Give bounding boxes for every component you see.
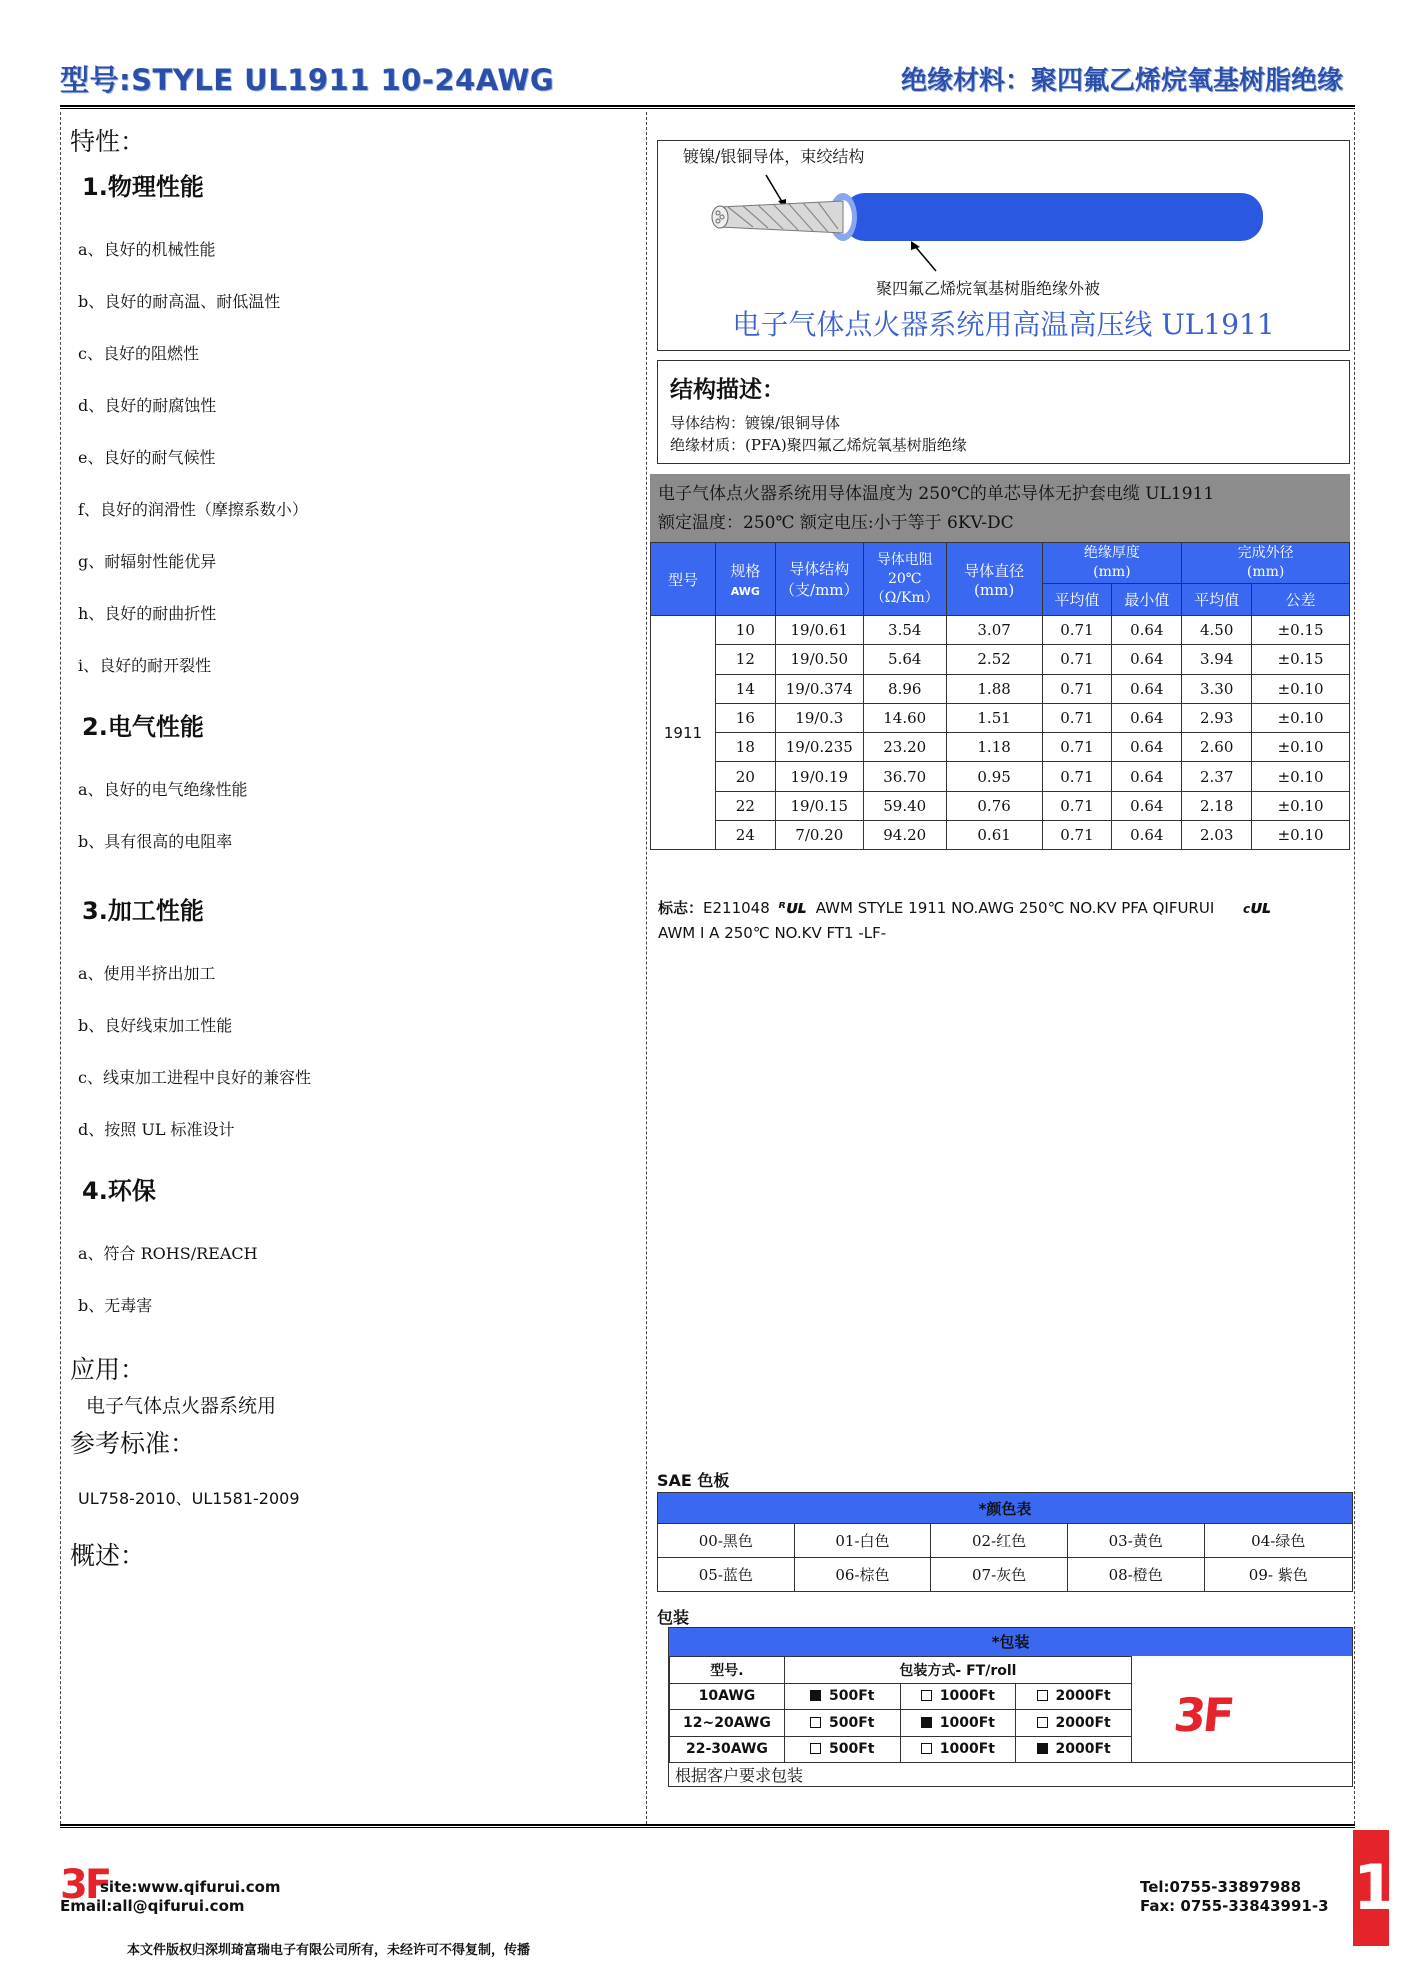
overview-title: 概述： (70, 1541, 146, 1570)
cell-tol: ±0.15 (1252, 616, 1350, 645)
cell-dia: 0.95 (946, 762, 1042, 791)
list-item: c、线束加工进程中良好的兼容性 (78, 1068, 311, 1087)
packaging-option (900, 1683, 1016, 1710)
color-cell: 07-灰色 (931, 1558, 1068, 1592)
application-text: 电子气体点火器系统用 (86, 1395, 277, 1417)
cell-res: 94.20 (863, 821, 946, 850)
cell-strand: 7/0.20 (775, 821, 863, 850)
cell-dia: 3.07 (946, 616, 1042, 645)
cell-od: 2.93 (1182, 703, 1252, 732)
packaging-model: 10AWG (670, 1683, 785, 1710)
cell-min: 0.64 (1112, 821, 1182, 850)
packaging-model: 22-30AWG (670, 1736, 785, 1763)
cell-res: 3.54 (863, 616, 946, 645)
packaging-col-method: 包装方式- FT/roll (784, 1657, 1131, 1684)
cell-od: 2.60 (1182, 733, 1252, 762)
section-processing (70, 882, 640, 1156)
color-cell: 04-绿色 (1204, 1524, 1353, 1558)
cell-dia: 2.52 (946, 645, 1042, 674)
structure-insulation: 绝缘材质：(PFA)聚四氟乙烯烷氧基树脂绝缘 (670, 436, 967, 454)
cell-avg: 0.71 (1042, 791, 1112, 820)
table-row (651, 821, 1350, 850)
table-row (651, 616, 1350, 645)
cell-avg: 0.71 (1042, 733, 1112, 762)
unchecked-box-icon (921, 1690, 932, 1701)
cell-strand: 19/0.235 (775, 733, 863, 762)
cell-awg: 12 (715, 645, 775, 674)
cell-awg: 24 (715, 821, 775, 850)
header-avg: 平均值 (1042, 584, 1112, 616)
cell-tol: ±0.10 (1252, 703, 1350, 732)
table-row (670, 1710, 1132, 1737)
table-row (651, 791, 1350, 820)
checked-box-icon (921, 1717, 932, 1728)
packaging-col-model: 型号. (670, 1657, 785, 1684)
packaging-option-label: 1000Ft (939, 1688, 996, 1705)
list-item: a、良好的机械性能 (78, 240, 216, 259)
cell-tol: ±0.10 (1252, 821, 1350, 850)
packaging-option-label: 1000Ft (939, 1741, 996, 1758)
structure-title: 结构描述： (670, 377, 785, 403)
header-stranding: 导体结构 （支/mm） (775, 543, 863, 616)
cell-res: 8.96 (863, 674, 946, 703)
cell-res: 59.40 (863, 791, 946, 820)
cell-tol: ±0.15 (1252, 645, 1350, 674)
ul-recognized-icon: ᴿᴜʟ (778, 897, 807, 918)
spec-table (650, 542, 1350, 850)
structure-box (657, 360, 1350, 464)
cell-res: 23.20 (863, 733, 946, 762)
footer-website[interactable]: site:www.qifurui.com (100, 1878, 281, 1896)
color-table (657, 1492, 1353, 1592)
cell-strand: 19/0.15 (775, 791, 863, 820)
cable-description (650, 474, 1350, 542)
cell-res: 14.60 (863, 703, 946, 732)
application-title: 应用： (70, 1355, 146, 1384)
cell-min: 0.64 (1112, 762, 1182, 791)
column-divider (646, 112, 647, 1824)
features-title: 特性： (70, 127, 146, 156)
section-physical (70, 166, 640, 692)
sae-color-label: SAE 色板 (657, 1471, 730, 1490)
cell-awg: 14 (715, 674, 775, 703)
color-cell: 02-红色 (931, 1524, 1068, 1558)
model-cell: 1911 (651, 616, 716, 850)
cell-min: 0.64 (1112, 616, 1182, 645)
packaging-header: *包装 (669, 1628, 1352, 1656)
cell-awg: 18 (715, 733, 775, 762)
header-min: 最小值 (1112, 584, 1182, 616)
list-item: d、按照 UL 标准设计 (78, 1120, 235, 1139)
checked-box-icon (1037, 1743, 1048, 1754)
cell-tol: ±0.10 (1252, 762, 1350, 791)
cell-od: 2.37 (1182, 762, 1252, 791)
packaging-label: 包装 (657, 1608, 690, 1627)
description-line-1: 电子气体点火器系统用导体温度为 250℃的单芯导体无护套电缆 UL1911 (658, 484, 1215, 504)
packaging-option-label: 1000Ft (939, 1714, 996, 1731)
cell-avg: 0.71 (1042, 821, 1112, 850)
wire-illustration (658, 141, 1351, 281)
structure-conductor: 导体结构：镀镍/银铜导体 (670, 414, 841, 432)
list-item: c、良好的阻燃性 (78, 344, 199, 363)
cell-dia: 1.88 (946, 674, 1042, 703)
list-item: b、具有很高的电阻率 (78, 832, 233, 851)
conductor-strands (712, 201, 843, 233)
list-item: a、符合 ROHS/REACH (78, 1244, 258, 1263)
marking-line-1: 标志：E211048 ᴿᴜʟ AWM STYLE 1911 NO.AWG 250℃ NO.KV PFA QIFURUI cᴜʟ (658, 897, 1272, 918)
cell-avg: 0.71 (1042, 762, 1112, 791)
packaging-model: 12~20AWG (670, 1710, 785, 1737)
cell-od: 2.18 (1182, 791, 1252, 820)
table-row (651, 733, 1350, 762)
cell-min: 0.64 (1112, 791, 1182, 820)
table-row (670, 1736, 1132, 1763)
header-rule (60, 105, 1355, 109)
cell-strand: 19/0.50 (775, 645, 863, 674)
packaging-option (1016, 1736, 1132, 1763)
insulation-arrow (914, 245, 936, 271)
wire-diagram (657, 140, 1350, 351)
diagram-title: 电子气体点火器系统用高温高压线 UL1911 (732, 308, 1275, 341)
features-column (70, 118, 640, 1576)
header-resistance: 导体电阻 20℃ （Ω/Km） (863, 543, 946, 616)
packaging-option-label: 2000Ft (1055, 1741, 1111, 1758)
list-item: e、良好的耐气候性 (78, 448, 216, 467)
header-tolerance: 公差 (1252, 584, 1350, 616)
section-electrical (70, 698, 640, 868)
insulation-body (843, 193, 1263, 241)
cul-recognized-icon: cᴜʟ (1243, 897, 1272, 918)
footer-tel: Tel:0755-33897988 (1140, 1878, 1302, 1896)
color-cell: 06-棕色 (794, 1558, 931, 1592)
standard-title: 参考标准： (70, 1429, 196, 1458)
cell-tol: ±0.10 (1252, 674, 1350, 703)
packaging-option-label: 2000Ft (1055, 1688, 1111, 1705)
cell-dia: 0.61 (946, 821, 1042, 850)
list-item: h、良好的耐曲折性 (78, 604, 217, 623)
packaging-option-label: 2000Ft (1055, 1714, 1111, 1731)
list-item: b、无毒害 (78, 1296, 153, 1315)
table-row (670, 1683, 1132, 1710)
table-row (651, 703, 1350, 732)
cell-awg: 20 (715, 762, 775, 791)
color-table-header: *颜色表 (658, 1493, 1353, 1524)
cell-tol: ±0.10 (1252, 733, 1350, 762)
cell-strand: 19/0.61 (775, 616, 863, 645)
packaging-option (784, 1710, 900, 1737)
unchecked-box-icon (1037, 1717, 1048, 1728)
packaging-option (784, 1683, 900, 1710)
cell-avg: 0.71 (1042, 645, 1112, 674)
cell-strand: 19/0.19 (775, 762, 863, 791)
list-item: a、使用半挤出加工 (78, 964, 216, 983)
cell-res: 36.70 (863, 762, 946, 791)
packaging-table (669, 1656, 1132, 1763)
header-diameter: 导体直径 (mm) (946, 543, 1042, 616)
section-title: 4.环保 (82, 1177, 156, 1205)
footer-fax: Fax: 0755-33843991-3 (1140, 1897, 1329, 1915)
cell-od: 3.94 (1182, 645, 1252, 674)
copyright-notice: 本文件版权归深圳琦富瑞电子有限公司所有，未经许可不得复制，传播 (127, 1943, 531, 1958)
cell-tol: ±0.10 (1252, 791, 1350, 820)
cell-dia: 1.18 (946, 733, 1042, 762)
cell-dia: 0.76 (946, 791, 1042, 820)
model-title: 型号:STYLE UL1911 10-24AWG (60, 63, 555, 97)
footer-logo: 3F (60, 1862, 110, 1908)
marking (658, 896, 1358, 945)
cell-avg: 0.71 (1042, 703, 1112, 732)
section-environment (70, 1162, 640, 1332)
cell-awg: 22 (715, 791, 775, 820)
color-cell: 00-黑色 (658, 1524, 795, 1558)
packaging-option-label: 500Ft (828, 1741, 875, 1758)
header-outer-diameter: 完成外径 (mm) (1182, 543, 1350, 584)
table-row (658, 1524, 1353, 1558)
header-model: 型号 (651, 543, 716, 616)
cell-avg: 0.71 (1042, 674, 1112, 703)
cell-od: 3.30 (1182, 674, 1252, 703)
list-item: i、良好的耐开裂性 (78, 656, 212, 675)
checked-box-icon (810, 1690, 821, 1701)
description-line-2: 额定温度：250℃ 额定电压:小于等于 6KV-DC (658, 513, 1014, 533)
marking-line-2: AWM I A 250℃ NO.KV FT1 -LF- (658, 924, 887, 942)
color-cell: 01-白色 (794, 1524, 931, 1558)
list-item: b、良好的耐高温、耐低温性 (78, 292, 281, 311)
section-title: 1.物理性能 (82, 173, 204, 201)
cell-min: 0.64 (1112, 674, 1182, 703)
cell-dia: 1.51 (946, 703, 1042, 732)
unchecked-box-icon (921, 1743, 932, 1754)
list-item: f、良好的润滑性（摩擦系数小） (78, 500, 308, 519)
unchecked-box-icon (810, 1743, 821, 1754)
unchecked-box-icon (1037, 1690, 1048, 1701)
packaging-option (900, 1710, 1016, 1737)
header-gauge: 规格 AWG (715, 543, 775, 616)
packaging-option-label: 500Ft (828, 1714, 875, 1731)
table-row (658, 1558, 1353, 1592)
list-item: a、良好的电气绝缘性能 (78, 780, 248, 799)
packaging-note: 根据客户要求包装 (669, 1762, 1352, 1788)
table-row (651, 762, 1350, 791)
packaging-option (900, 1736, 1016, 1763)
packaging-box (668, 1627, 1353, 1787)
list-item: d、良好的耐腐蚀性 (78, 396, 217, 415)
cell-min: 0.64 (1112, 703, 1182, 732)
color-cell: 08-橙色 (1067, 1558, 1204, 1592)
page-number: 1 (1353, 1830, 1389, 1946)
cell-strand: 19/0.3 (775, 703, 863, 732)
section-title: 2.电气性能 (82, 713, 204, 741)
brand-logo: 3F (1171, 1688, 1235, 1742)
unchecked-box-icon (810, 1717, 821, 1728)
footer-email[interactable]: Email:all@qifurui.com (60, 1897, 245, 1915)
header-avg-od: 平均值 (1182, 584, 1252, 616)
cell-awg: 16 (715, 703, 775, 732)
header-insulation-thickness: 绝缘厚度 (mm) (1042, 543, 1182, 584)
cell-res: 5.64 (863, 645, 946, 674)
packaging-option (784, 1736, 900, 1763)
color-cell: 05-蓝色 (658, 1558, 795, 1592)
insulation-caption: 聚四氟乙烯烷氧基树脂绝缘外被 (876, 279, 1101, 298)
cell-avg: 0.71 (1042, 616, 1112, 645)
packaging-option-label: 500Ft (828, 1688, 875, 1705)
packaging-option (1016, 1683, 1132, 1710)
cell-od: 2.03 (1182, 821, 1252, 850)
standard-text: UL758-2010、UL1581-2009 (78, 1489, 300, 1508)
color-cell: 03-黄色 (1067, 1524, 1204, 1558)
table-row (651, 645, 1350, 674)
cell-od: 4.50 (1182, 616, 1252, 645)
packaging-option (1016, 1710, 1132, 1737)
insulation-material-title: 绝缘材料：聚四氟乙烯烷氧基树脂绝缘 (900, 66, 1343, 96)
section-title: 3.加工性能 (82, 897, 204, 925)
table-row (651, 674, 1350, 703)
cell-min: 0.64 (1112, 645, 1182, 674)
conductor-caption: 镀镍/银铜导体，束绞结构 (683, 147, 865, 166)
cell-strand: 19/0.374 (775, 674, 863, 703)
spec-rows (651, 616, 1350, 850)
cell-awg: 10 (715, 616, 775, 645)
cell-min: 0.64 (1112, 733, 1182, 762)
footer-rule (60, 1824, 1355, 1828)
color-cell: 09- 紫色 (1204, 1558, 1353, 1592)
list-item: g、耐辐射性能优异 (78, 552, 217, 571)
list-item: b、良好线束加工性能 (78, 1016, 233, 1035)
